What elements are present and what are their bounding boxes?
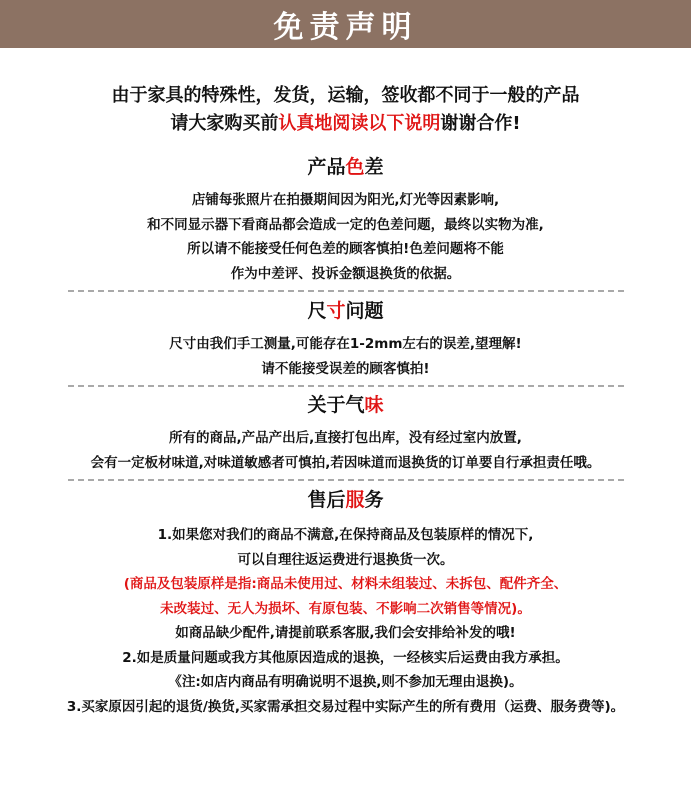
terms-line: 未改装过、无人为损坏、有原包装、不影响二次销售等情况)。: [160, 600, 531, 617]
intro-line-2-c: 谢谢合作!: [440, 113, 521, 134]
text-line: 所有的商品,产品产出后,直接打包出库，没有经过室内放置,: [169, 430, 522, 446]
text-line: 和不同显示器下看商品都会造成一定的色差问题，最终以实物为准,: [147, 216, 544, 233]
title-highlight: 寸: [326, 300, 346, 322]
title-highlight: 味: [364, 394, 384, 416]
text-line: 所以请不能接受任何色差的顾客慎拍!色差问题将不能: [187, 241, 504, 257]
title-highlight: 服: [345, 489, 365, 511]
intro-line-2-a: 请大家购买前: [170, 113, 279, 134]
text-line: 会有一定板材味道,对味道敏感者可慎拍,若因味道而退换货的订单要自行承担责任哦。: [90, 454, 601, 471]
section-smell-title: [0, 390, 691, 420]
section-color: [0, 152, 691, 292]
banner-title: 免责声明: [273, 10, 418, 45]
intro-block: [0, 82, 691, 138]
text-line: 请不能接受误差的顾客慎拍!: [261, 360, 430, 377]
text-line: 店铺每张照片在拍摄期间因为阳光,灯光等因素影响,: [191, 192, 500, 208]
title-part: 差: [364, 156, 384, 178]
section-service-title: [0, 485, 691, 515]
title-highlight: 色: [345, 156, 365, 178]
header-banner: [0, 0, 691, 48]
section-color-body: [0, 188, 691, 286]
text-line: 作为中差评、投诉金额退换货的依据。: [230, 265, 461, 282]
text-line: 《注:如店内商品有明确说明不退换,则不参加无理由退换)。: [168, 674, 523, 690]
section-service: [0, 485, 691, 719]
intro-line-1: 由于家具的特殊性，发货，运输，签收都不同于一般的产品: [111, 85, 580, 106]
title-part: 售后: [307, 489, 346, 511]
intro-line-2-highlight: 认真地阅读以下说明: [278, 113, 441, 134]
terms-line: (商品及包装原样是指:商品未使用过、材料未组装过、未拆包、配件齐全、: [123, 576, 568, 592]
section-color-title: [0, 152, 691, 182]
title-part: 关于气: [307, 394, 365, 416]
section-size-title: [0, 296, 691, 326]
intro-line-2: [0, 110, 691, 138]
dashed-divider: [68, 385, 624, 387]
title-part: 务: [364, 489, 384, 511]
section-smell-body: [0, 426, 691, 475]
section-service-body: [0, 523, 691, 719]
dashed-divider: [68, 290, 624, 292]
title-part: 问题: [345, 300, 384, 322]
dashed-divider: [68, 479, 624, 481]
text-line: 如商品缺少配件,请提前联系客服,我们会安排给补发的哦!: [175, 625, 516, 641]
text-line: 2.如是质量问题或我方其他原因造成的退换，一经核实后运费由我方承担。: [122, 649, 569, 666]
text-line: 可以自理往返运费进行退换货一次。: [237, 551, 454, 568]
text-line: 3.买家原因引起的退货/换货,买家需承担交易过程中实际产生的所有费用（运费、服务费等)。: [66, 698, 625, 715]
text-line: 尺寸由我们手工测量,可能存在1-2mm左右的误差,望理解!: [169, 336, 522, 352]
section-size: [0, 296, 691, 387]
section-smell: [0, 390, 691, 481]
section-size-body: [0, 332, 691, 381]
title-part: 尺: [307, 300, 327, 322]
text-line: 1.如果您对我们的商品不满意,在保持商品及包装原样的情况下,: [157, 527, 534, 543]
title-part: 产品: [307, 156, 346, 178]
